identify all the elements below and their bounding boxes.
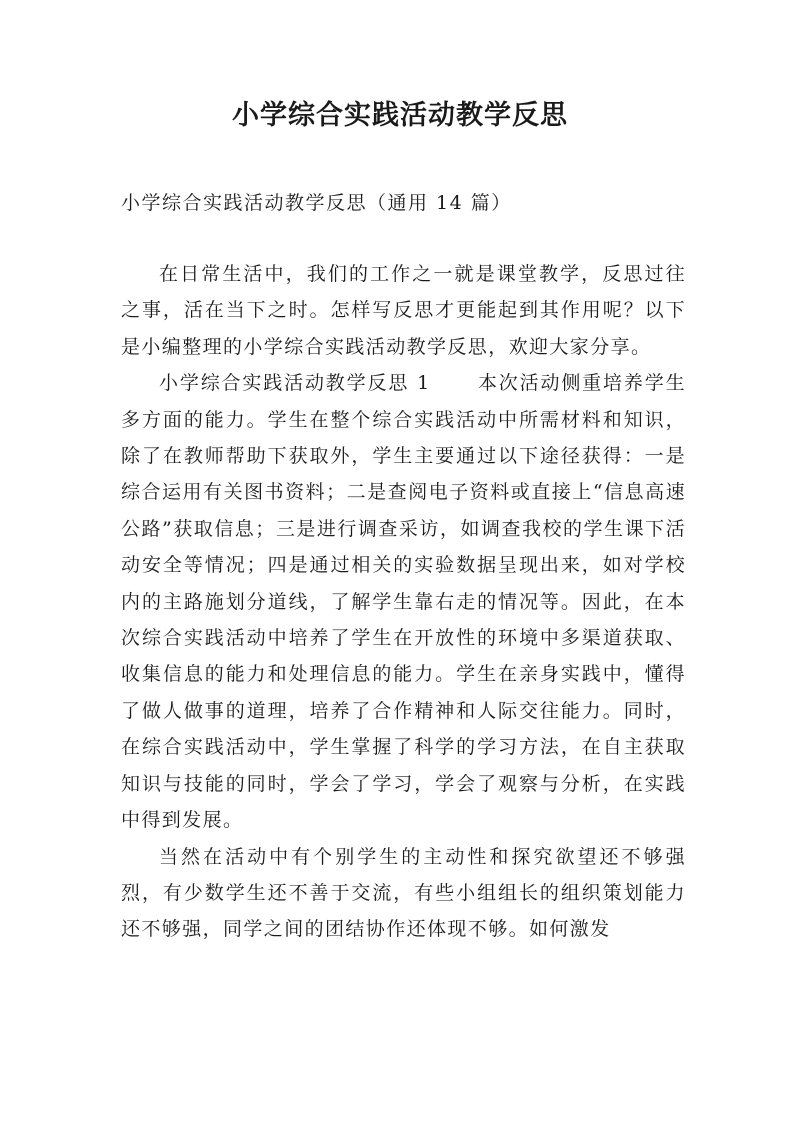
heading-gap <box>431 372 478 394</box>
document-body <box>121 256 686 948</box>
intro-paragraph: 在日常生活中，我们的工作之一就是课堂教学，反思过往之事，活在当下之时。怎样写反思才更能起到其作用呢？以下是小编整理的小学综合实践活动教学反思，欢迎大家分享。 <box>121 263 686 358</box>
document-subtitle: 小学综合实践活动教学反思（通用 14 篇） <box>121 192 512 214</box>
section-1-paragraph-2: 当然在活动中有个别学生的主动性和探究欲望还不够强烈，有少数学生还不善于交流，有些小组组长的组织策划能力还不够强，同学之间的团结协作还体现不够。如何激发 <box>121 845 686 941</box>
section-1-paragraph <box>121 365 686 838</box>
section-1-body: 本次活动侧重培养学生多方面的能力。学生在整个综合实践活动中所需材料和知识，除了在教师帮助下获取外，学生主要通过以下途径获得：一是综合运用有关图书资料；二是查阅电子资料或直接上“信息高速公路”获取信息；三是进行调查采访，如调查我校的学生课下活动安全等情况；四是通过相关的实验数据呈现出来，如对学校内的主路施划分道线，了解学生靠右走的情况等。因此，在本次综合实践活动中培养了学生在开放性的环境中多渠道获取、收集信息的能力和处理信息的能力。学生在亲身实践中，懂得了做人做事的道理，培养了合作精神和人际交往能力。同时，在综合实践活动中，学生掌握了科学的学习方法，在自主获取知识与技能的同时，学会了学习，学会了观察与分析，在实践中得到发展。 <box>121 372 686 832</box>
document-title: 小学综合实践活动教学反思 <box>232 100 568 131</box>
section-1-heading: 小学综合实践活动教学反思 1 <box>159 372 431 395</box>
